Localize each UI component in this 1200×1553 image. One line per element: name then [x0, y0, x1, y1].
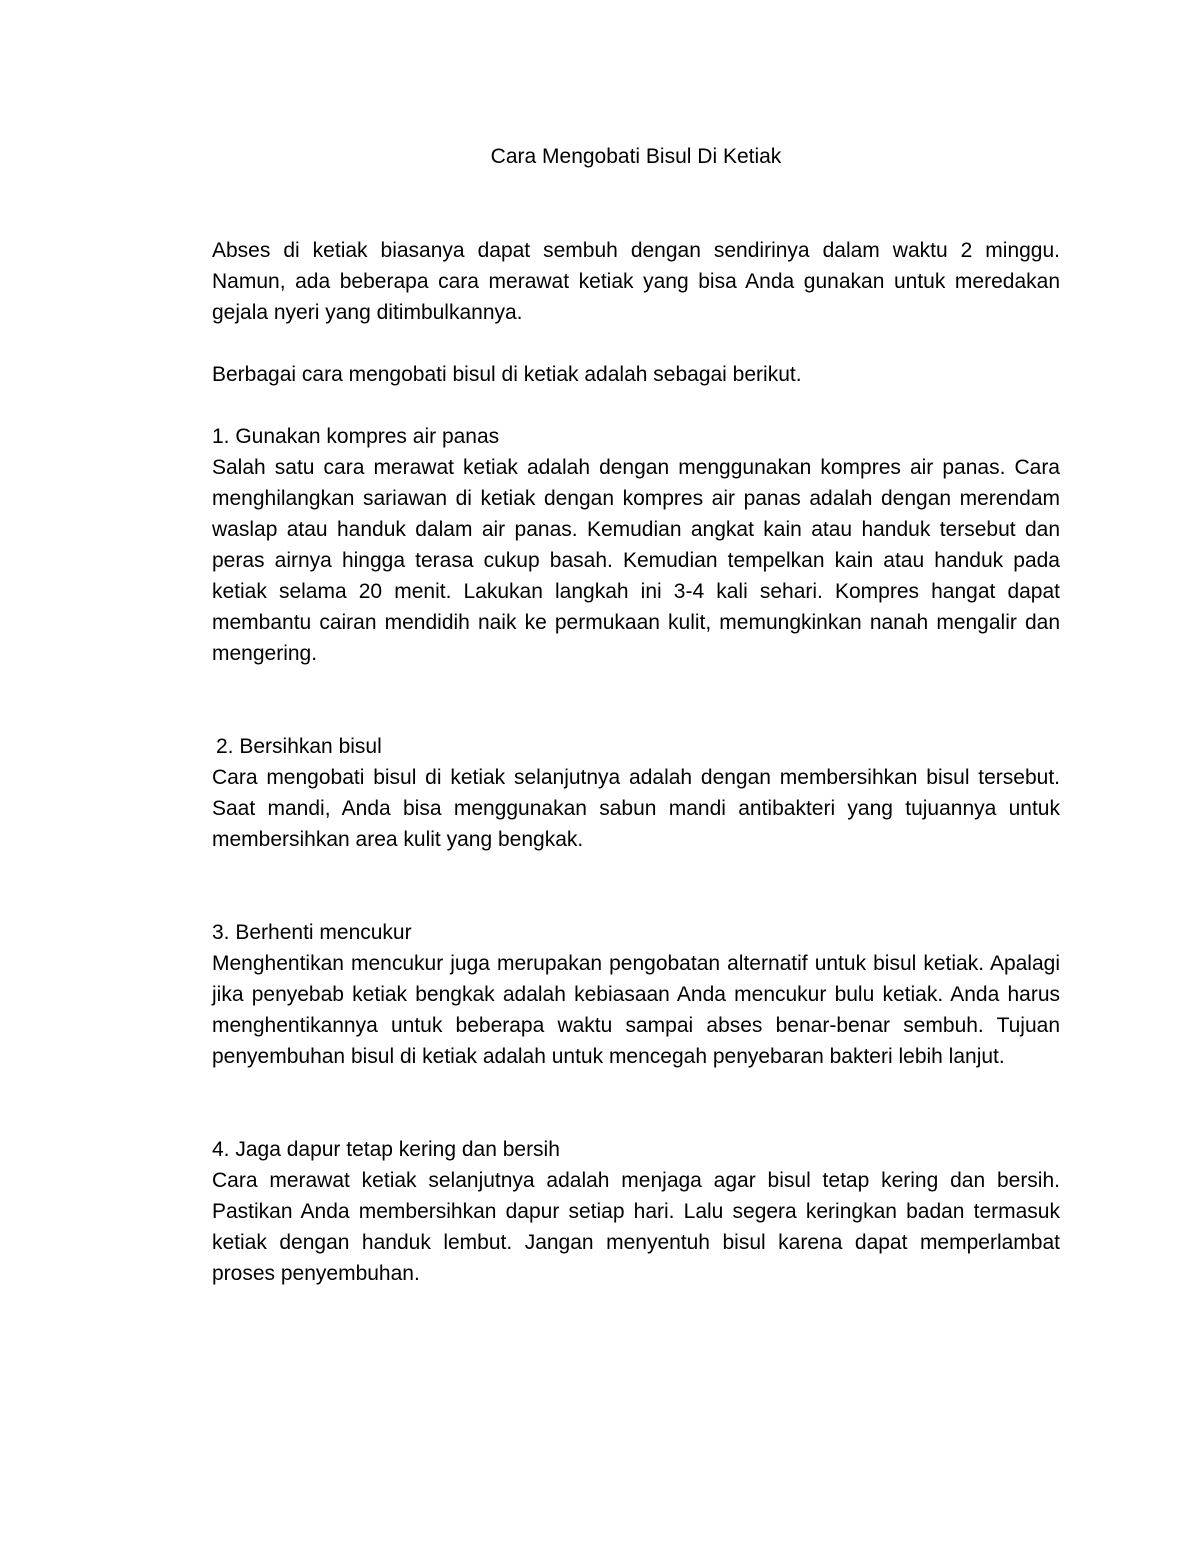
item-heading: 3. Berhenti mencukur [212, 921, 412, 944]
item-heading: 1. Gunakan kompres air panas [212, 425, 500, 448]
spacer [212, 669, 1060, 731]
item-heading: 2. Bersihkan bisul [216, 735, 382, 758]
document-content [212, 141, 1060, 1289]
lead-paragraph: Berbagai cara mengobati bisul di ketiak adalah sebagai berikut. [212, 363, 802, 386]
item-body: Menghentikan mencukur juga merupakan pengobatan alternatif untuk bisul ketiak. Apalagi jika penyebab ketiak bengkak adalah kebiasaan Anda mencukur bulu ketiak. Anda harus menghentikannya untuk beberapa waktu sampai abses benar-benar sembuh. Tujuan penyembuhan bisul di ketiak adalah untuk mencegah penyebaran bakteri lebih lanjut. [212, 952, 1060, 1068]
list-item [212, 1134, 1060, 1289]
spacer [212, 390, 1060, 421]
spacer [212, 1072, 1060, 1134]
item-body: Cara mengobati bisul di ketiak selanjutnya adalah dengan membersihkan bisul tersebut. Saat mandi, Anda bisa menggunakan sabun mandi antibakteri yang tujuannya untuk membersihkan area kulit yang bengkak. [212, 766, 1060, 851]
item-body: Salah satu cara merawat ketiak adalah dengan menggunakan kompres air panas. Cara menghilangkan sariawan di ketiak dengan kompres air panas adalah dengan merendam waslap atau handuk dalam air panas. Kemudian angkat kain atau handuk tersebut dan peras airnya hingga terasa cukup basah. Kemudian tempelkan kain atau handuk pada ketiak selama 20 menit. Lakukan langkah ini 3-4 kali sehari. Kompres hangat dapat membantu cairan mendidih naik ke permukaan kulit, memungkinkan nanah mengalir dan mengering. [212, 456, 1060, 665]
spacer [212, 328, 1060, 359]
document-title: Cara Mengobati Bisul Di Ketiak [490, 145, 782, 168]
list-item [212, 421, 1060, 669]
spacer [212, 855, 1060, 917]
list-item [212, 731, 1060, 855]
item-heading: 4. Jaga dapur tetap kering dan bersih [212, 1138, 560, 1161]
list-item [212, 917, 1060, 1072]
item-body: Cara merawat ketiak selanjutnya adalah menjaga agar bisul tetap kering dan bersih. Pastikan Anda membersihkan dapur setiap hari. Lalu segera keringkan badan termasuk ketiak dengan handuk lembut. Jangan menyentuh bisul karena dapat memperlambat proses penyembuhan. [212, 1169, 1060, 1285]
intro-paragraph: Abses di ketiak biasanya dapat sembuh dengan sendirinya dalam waktu 2 minggu. Namun, ada beberapa cara merawat ketiak yang bisa Anda gunakan untuk meredakan gejala nyeri yang ditimbulkannya. [212, 239, 1060, 324]
